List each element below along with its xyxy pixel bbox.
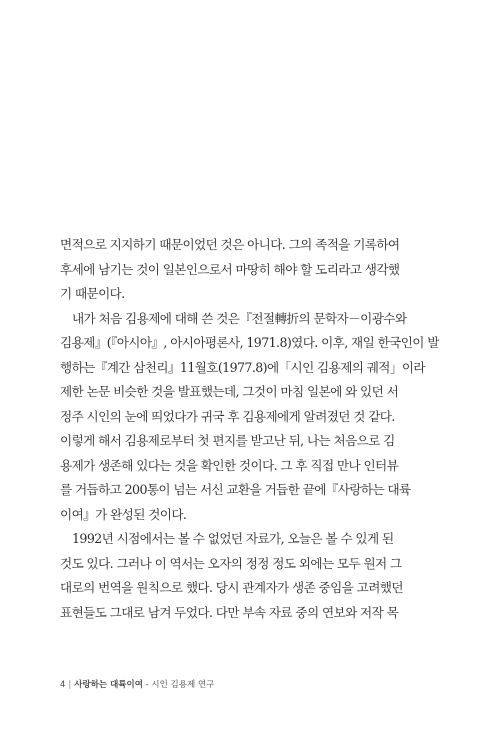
page-footer <box>60 678 214 690</box>
body-text <box>60 233 438 625</box>
text-line: 를 거듭하고 200통이 넘는 서신 교환을 거듭한 끝에『사랑하는 대륙 <box>60 482 411 497</box>
page-number: 4 <box>60 680 66 690</box>
text-line: 정주 시인의 눈에 띄었다가 귀국 후 김용제에게 알려졌던 것 같다. <box>60 408 395 424</box>
footer-separator: | <box>68 680 72 690</box>
text-line: 대로의 번역을 원칙으로 했다. 당시 관계자가 생존 중임을 고려했던 <box>60 580 403 595</box>
text-line: 이여』가 완성된 것이다. <box>60 506 187 522</box>
text-line: 행하는『계간 삼천리』11월호(1977.8)에「시인 김용제의 궤적」이라 <box>60 359 425 375</box>
text-line: 후세에 남기는 것이 일본인으로서 마땅히 해야 할 도리라고 생각했 <box>60 261 400 277</box>
text-line: 김용제』(『아시아』, 아시아평론사, 1971.8)였다. 이후, 재일 한국인이 발 <box>60 335 439 350</box>
text-line: 내가 처음 김용제에 대해 쓴 것은『전절轉折의 문학자－이광수와 <box>60 310 407 326</box>
book-subtitle: - 시인 김용제 연구 <box>145 680 215 690</box>
text-line: 것도 있다. 그러나 이 역서는 오자의 정정 정도 외에는 모두 원저 그 <box>60 555 402 571</box>
text-line: 면적으로 지지하기 때문이었던 것은 아니다. 그의 족적을 기록하여 <box>60 237 400 252</box>
text-line: 1992년 시점에서는 볼 수 없었던 자료가, 오늘은 볼 수 있게 된 <box>60 531 394 546</box>
text-line: 표현들도 그대로 남겨 두었다. 다만 부속 자료 중의 연보와 저작 목 <box>60 604 399 620</box>
text-line: 용제가 생존해 있다는 것을 확인한 것이다. 그 후 직접 만나 인터뷰 <box>60 457 399 473</box>
text-line: 제한 논문 비슷한 것을 발표했는데, 그것이 마침 일본에 와 있던 서 <box>60 384 399 399</box>
text-line: 이렇게 해서 김용제로부터 첫 편지를 받고난 뒤, 나는 처음으로 김 <box>60 433 395 448</box>
book-title: 사랑하는 대륙이여 <box>74 680 143 690</box>
text-line: 기 때문이다. <box>60 286 125 301</box>
